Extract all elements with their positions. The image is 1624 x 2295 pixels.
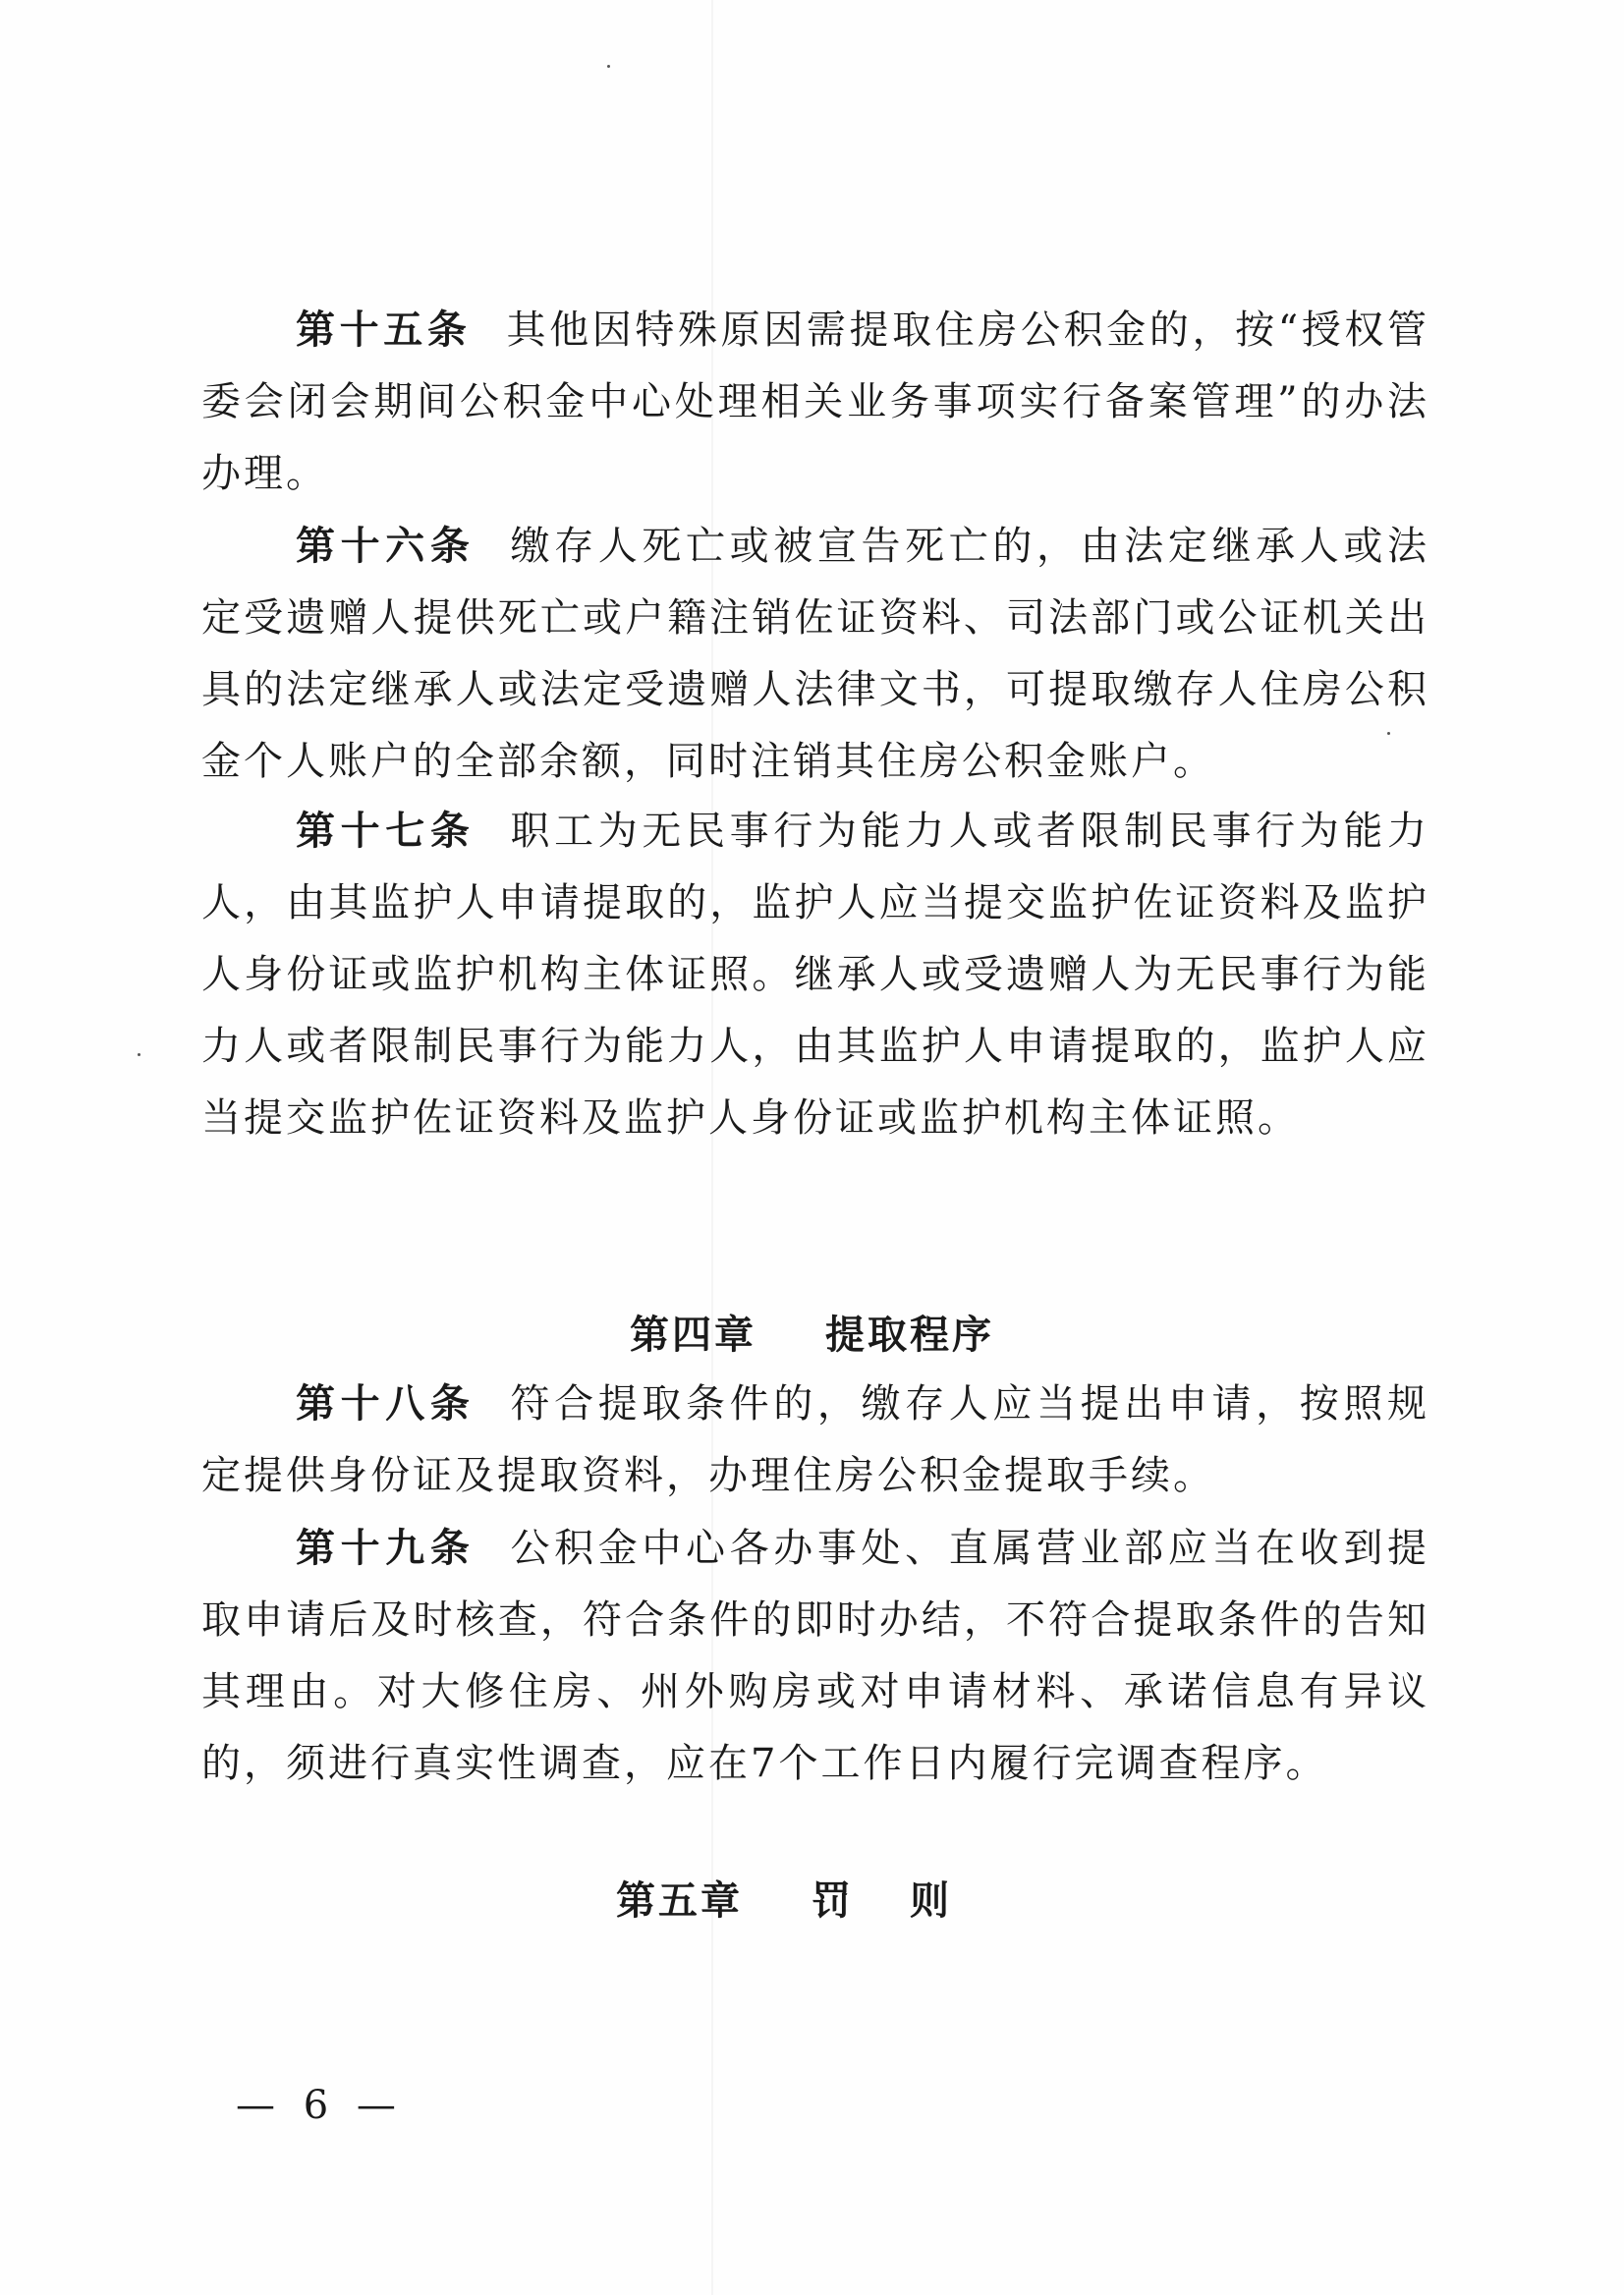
article-18-lead: 第十八条 — [296, 1381, 476, 1427]
article-16-lead: 第十六条 — [296, 524, 476, 569]
article-15-lead: 第十五条 — [296, 308, 472, 353]
article-15-body: 其他因特殊原因需提取住房公积金的，按“授权管委会闭会期间公积金中心处理相关业务事项实行备案管理”的办法办理。 — [201, 308, 1430, 496]
article-17-lead: 第十七条 — [296, 809, 476, 854]
article-16-body: 缴存人死亡或被宣告死亡的，由法定继承人或法定受遗赠人提供死亡或户籍注销佐证资料、司法部门或公证机关出具的法定继承人或法定受遗赠人法律文书，可提取缴存人住房公积金个人账户的全部余额，同时注销其住房公积金账户。 — [201, 524, 1429, 784]
chapter-five-title: 罚则 — [812, 1878, 1008, 1924]
article-19-lead: 第十九条 — [296, 1526, 476, 1571]
page-number: — 6 — — [236, 2083, 404, 2128]
chapter-five-heading — [0, 1870, 1624, 1926]
article-16 — [201, 511, 1429, 798]
article-19 — [201, 1513, 1429, 1800]
chapter-four-heading — [0, 1304, 1624, 1360]
article-18-body: 符合提取条件的，缴存人应当提出申请，按照规定提供身份证及提取资料，办理住房公积金提取手续。 — [201, 1381, 1429, 1498]
scan-speck — [607, 65, 610, 68]
article-17 — [201, 796, 1429, 1154]
article-19-body: 公积金中心各办事处、直属营业部应当在收到提取申请后及时核查，符合条件的即时办结，不符合提取条件的告知其理由。对大修住房、州外购房或对申请材料、承诺信息有异议的，须进行真实性调查，应在7个工作日内履行完调查程序。 — [201, 1526, 1429, 1786]
article-17-body: 职工为无民事行为能力人或者限制民事行为能力人，由其监护人申请提取的，监护人应当提交监护佐证资料及监护人身份证或监护机构主体证照。继承人或受遗赠人为无民事行为能力人或者限制民事行为能力人，由其监护人申请提取的，监护人应当提交监护佐证资料及监护人身份证或监护机构主体证照。 — [201, 809, 1429, 1141]
chapter-four-title: 提取程序 — [825, 1313, 994, 1358]
scan-speck — [138, 1053, 140, 1056]
article-18 — [201, 1369, 1429, 1512]
article-15 — [201, 295, 1429, 510]
chapter-five-number: 第五章 — [616, 1878, 743, 1924]
chapter-four-number: 第四章 — [630, 1313, 756, 1358]
